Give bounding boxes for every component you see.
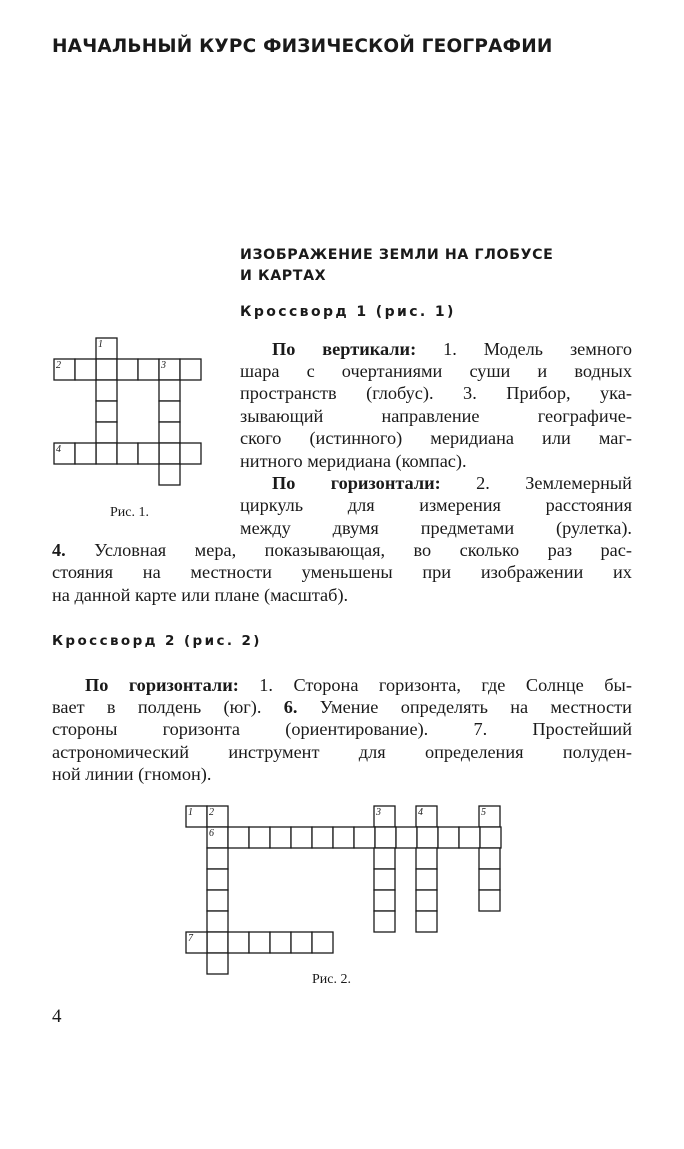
crossword-1-heading: Кроссворд 1 (рис. 1) <box>240 304 456 320</box>
crossword-1-text-word: Землемерный <box>525 473 632 493</box>
crossword-2-text-word: (ориентирование). <box>285 719 429 739</box>
crossword-1-cell <box>75 359 96 380</box>
crossword-1-grid <box>54 338 201 485</box>
crossword-1-text-word: уменьшены <box>301 562 393 582</box>
crossword-2-cell <box>396 827 417 848</box>
crossword-1-text-word: измерения <box>419 495 501 515</box>
crossword-1-text-word: сколько <box>459 540 520 560</box>
crossword-1-cell <box>96 443 117 464</box>
crossword-2-cell <box>416 869 437 890</box>
crossword-1-text-word: при <box>422 562 452 582</box>
crossword-1-text-word: раз <box>547 540 573 560</box>
crossword-2-cell <box>374 848 395 869</box>
crossword-2-number: 3 <box>376 807 381 818</box>
crossword-2-text-word: полдень <box>137 697 202 717</box>
crossword-2-text-word: 1. <box>259 675 273 695</box>
crossword-1-text-word: шара <box>240 361 280 381</box>
crossword-2-text-word: местности <box>550 697 632 717</box>
crossword-2-text-word: 7. <box>473 719 488 739</box>
crossword-2-number: 6 <box>209 828 214 839</box>
crossword-2-cell <box>207 869 228 890</box>
crossword-1-text-word: 3. <box>463 383 477 403</box>
crossword-1-cell <box>159 380 180 401</box>
crossword-2-cell <box>416 890 437 911</box>
crossword-1-number: 3 <box>161 360 166 371</box>
crossword-2-number: 4 <box>418 807 423 818</box>
crossword-1-text-word: маг- <box>598 428 632 448</box>
crossword-1-text-word: расстояния <box>545 495 632 515</box>
crossword-1-cell <box>159 401 180 422</box>
crossword-2-cell <box>374 911 395 932</box>
crossword-1-text-word: По <box>272 339 296 359</box>
crossword-2-text-word: где <box>481 675 506 695</box>
crossword-2-cell <box>374 890 395 911</box>
crossword-2-cell <box>375 827 396 848</box>
crossword-2-number: 2 <box>209 807 214 818</box>
crossword-1-text-word: стояния <box>52 562 114 582</box>
crossword-1-text-word: 2. <box>476 473 490 493</box>
crossword-2-cell <box>416 848 437 869</box>
crossword-1-text-word: земного <box>569 339 632 359</box>
crossword-2-cell <box>207 848 228 869</box>
crossword-1-text-word: ука- <box>600 383 632 403</box>
crossword-2-text-word: для <box>358 742 386 762</box>
crossword-2-cell <box>479 848 500 869</box>
crossword-2-text-word: По <box>85 675 109 695</box>
crossword-2-text-word: определять <box>400 697 488 717</box>
crossword-2-cell <box>207 932 228 953</box>
crossword-1-number: 4 <box>56 444 61 455</box>
crossword-1-cell <box>75 443 96 464</box>
crossword-1-text-word: рас- <box>600 540 632 560</box>
crossword-2-cell <box>354 827 375 848</box>
crossword-2-cell <box>374 869 395 890</box>
crossword-1-cell <box>96 380 117 401</box>
crossword-2-cell <box>291 932 312 953</box>
crossword-1-text-word: мера, <box>194 540 237 560</box>
crossword-2-cell <box>416 911 437 932</box>
crossword-2-text-word: горизонта, <box>378 675 461 695</box>
crossword-1-text-word: двумя <box>332 518 379 538</box>
crossword-1-text-word: циркуль <box>240 495 304 515</box>
crossword-2-cell <box>270 827 291 848</box>
crossword-2-number: 7 <box>188 933 193 944</box>
crossword-2-cell <box>480 827 501 848</box>
crossword-2-text-word: (юг). <box>223 697 262 717</box>
crossword-2-cell <box>312 932 333 953</box>
crossword-1-text-word: или <box>542 428 571 448</box>
crossword-1-text-segment: на данной карте или плане (масштаб). <box>52 585 349 605</box>
crossword-1-number: 1 <box>98 339 103 350</box>
crossword-1-text-word: для <box>347 495 375 515</box>
crossword-2-cell <box>207 953 228 974</box>
crossword-2-cell <box>249 827 270 848</box>
page-number: 4 <box>52 1006 62 1027</box>
crossword-1-text-word: во <box>413 540 432 560</box>
crossword-2-cell <box>207 890 228 911</box>
crossword-2-cell <box>270 932 291 953</box>
running-head: НАЧАЛЬНЫЙ КУРС ФИЗИЧЕСКОЙ ГЕОГРАФИИ <box>52 36 553 57</box>
crossword-1-text-word: (рулетка). <box>556 518 632 538</box>
crossword-1-cell <box>180 359 201 380</box>
crossword-1-cell <box>159 422 180 443</box>
crossword-1-text-word: меридиана <box>430 428 514 448</box>
crossword-2-cell <box>333 827 354 848</box>
crossword-2-text-word: Умение <box>319 697 379 717</box>
crossword-1-text-word: ского <box>240 428 282 448</box>
crossword-1-text-segment: нитного меридиана (компас). <box>240 451 467 471</box>
crossword-1-text-word: (глобус). <box>366 383 434 403</box>
crossword-2-text-word: полуден- <box>562 742 632 762</box>
crossword-1-text-word: пространств <box>240 383 337 403</box>
crossword-2-cell <box>479 890 500 911</box>
crossword-2-heading: Кроссворд 2 (рис. 2) <box>52 633 262 649</box>
crossword-2-number: 1 <box>188 807 193 818</box>
crossword-1-text-word: предметами <box>420 518 515 538</box>
figure-2-caption: Рис. 2. <box>312 972 351 987</box>
crossword-2-text-word: горизонтали: <box>128 675 239 695</box>
crossword-1-cell <box>96 359 117 380</box>
crossword-1-cell <box>138 359 159 380</box>
crossword-1-cell <box>159 464 180 485</box>
crossword-1-text-word: 4. <box>52 540 66 560</box>
crossword-1-text-word: По <box>272 473 296 493</box>
crossword-1-text-word: на <box>142 562 161 582</box>
crossword-1-cell <box>180 443 201 464</box>
crossword-1-text-word: и <box>537 361 548 381</box>
crossword-1-text-word: зывающий <box>240 406 324 426</box>
crossword-2-text-segment: ной линии (гномон). <box>52 764 212 784</box>
crossword-2-text-word: астрономический <box>52 742 189 762</box>
section-title-line-2: И КАРТАХ <box>240 268 327 284</box>
crossword-2-text-word: на <box>510 697 529 717</box>
crossword-2-cell <box>479 869 500 890</box>
crossword-2-cell <box>312 827 333 848</box>
crossword-2-text-word: горизонта <box>162 719 241 739</box>
crossword-2-number: 5 <box>481 807 486 818</box>
crossword-1-cell <box>117 443 138 464</box>
crossword-2-text-word: 6. <box>283 697 298 717</box>
crossword-1-text-word: показывающая, <box>264 540 386 560</box>
crossword-1-text-word: Модель <box>483 339 544 359</box>
crossword-1-text-word: водных <box>574 361 632 381</box>
crossword-2-text-word: вает <box>52 697 85 717</box>
crossword-1-cell <box>96 422 117 443</box>
crossword-1-cell <box>159 443 180 464</box>
crossword-2-cell <box>249 932 270 953</box>
crossword-2-text-word: инструмент <box>228 742 320 762</box>
crossword-1-cell <box>96 401 117 422</box>
figure-1-caption: Рис. 1. <box>110 505 149 520</box>
crossword-1-text-word: географиче- <box>537 406 632 426</box>
crossword-1-number: 2 <box>56 360 61 371</box>
crossword-2-cell <box>228 932 249 953</box>
crossword-1-text-word: (истинного) <box>309 428 403 448</box>
crossword-2-text-word: Простейший <box>532 719 632 739</box>
crossword-1-cell <box>117 359 138 380</box>
crossword-2-cell <box>291 827 312 848</box>
crossword-1-text-word: между <box>240 518 291 538</box>
crossword-2-text-word: определения <box>424 742 524 762</box>
crossword-1-text-word: очертаниями <box>341 361 443 381</box>
crossword-2-text-word: Сторона <box>293 675 359 695</box>
crossword-2-cell <box>417 827 438 848</box>
crossword-2-cell <box>459 827 480 848</box>
crossword-1-text-word: Прибор, <box>506 383 571 403</box>
crossword-1-text-word: суши <box>469 361 511 381</box>
crossword-1-text-word: их <box>613 562 632 582</box>
crossword-1-text-word: вертикали: <box>322 339 417 359</box>
crossword-1-text-word: направление <box>381 406 480 426</box>
crossword-1-text-word: Условная <box>94 540 167 560</box>
crossword-2-text-word: стороны <box>52 719 118 739</box>
crossword-2-text-word: бы- <box>604 675 632 695</box>
crossword-1-text-word: горизонтали: <box>330 473 441 493</box>
crossword-1-text-word: с <box>306 361 315 381</box>
section-title-line-1: ИЗОБРАЖЕНИЕ ЗЕМЛИ НА ГЛОБУСЕ <box>240 247 554 263</box>
crossword-1-text-word: местности <box>190 562 272 582</box>
crossword-1-text-word: 1. <box>443 339 457 359</box>
crossword-2-cell <box>207 911 228 932</box>
crossword-1-text-word: изображении <box>480 562 584 582</box>
crossword-2-cell <box>438 827 459 848</box>
crossword-2-cell <box>228 827 249 848</box>
crossword-1-cell <box>138 443 159 464</box>
crossword-2-text-word: в <box>106 697 116 717</box>
crossword-2-text-word: Солнце <box>525 675 584 695</box>
crossword-2-grid <box>186 806 501 974</box>
